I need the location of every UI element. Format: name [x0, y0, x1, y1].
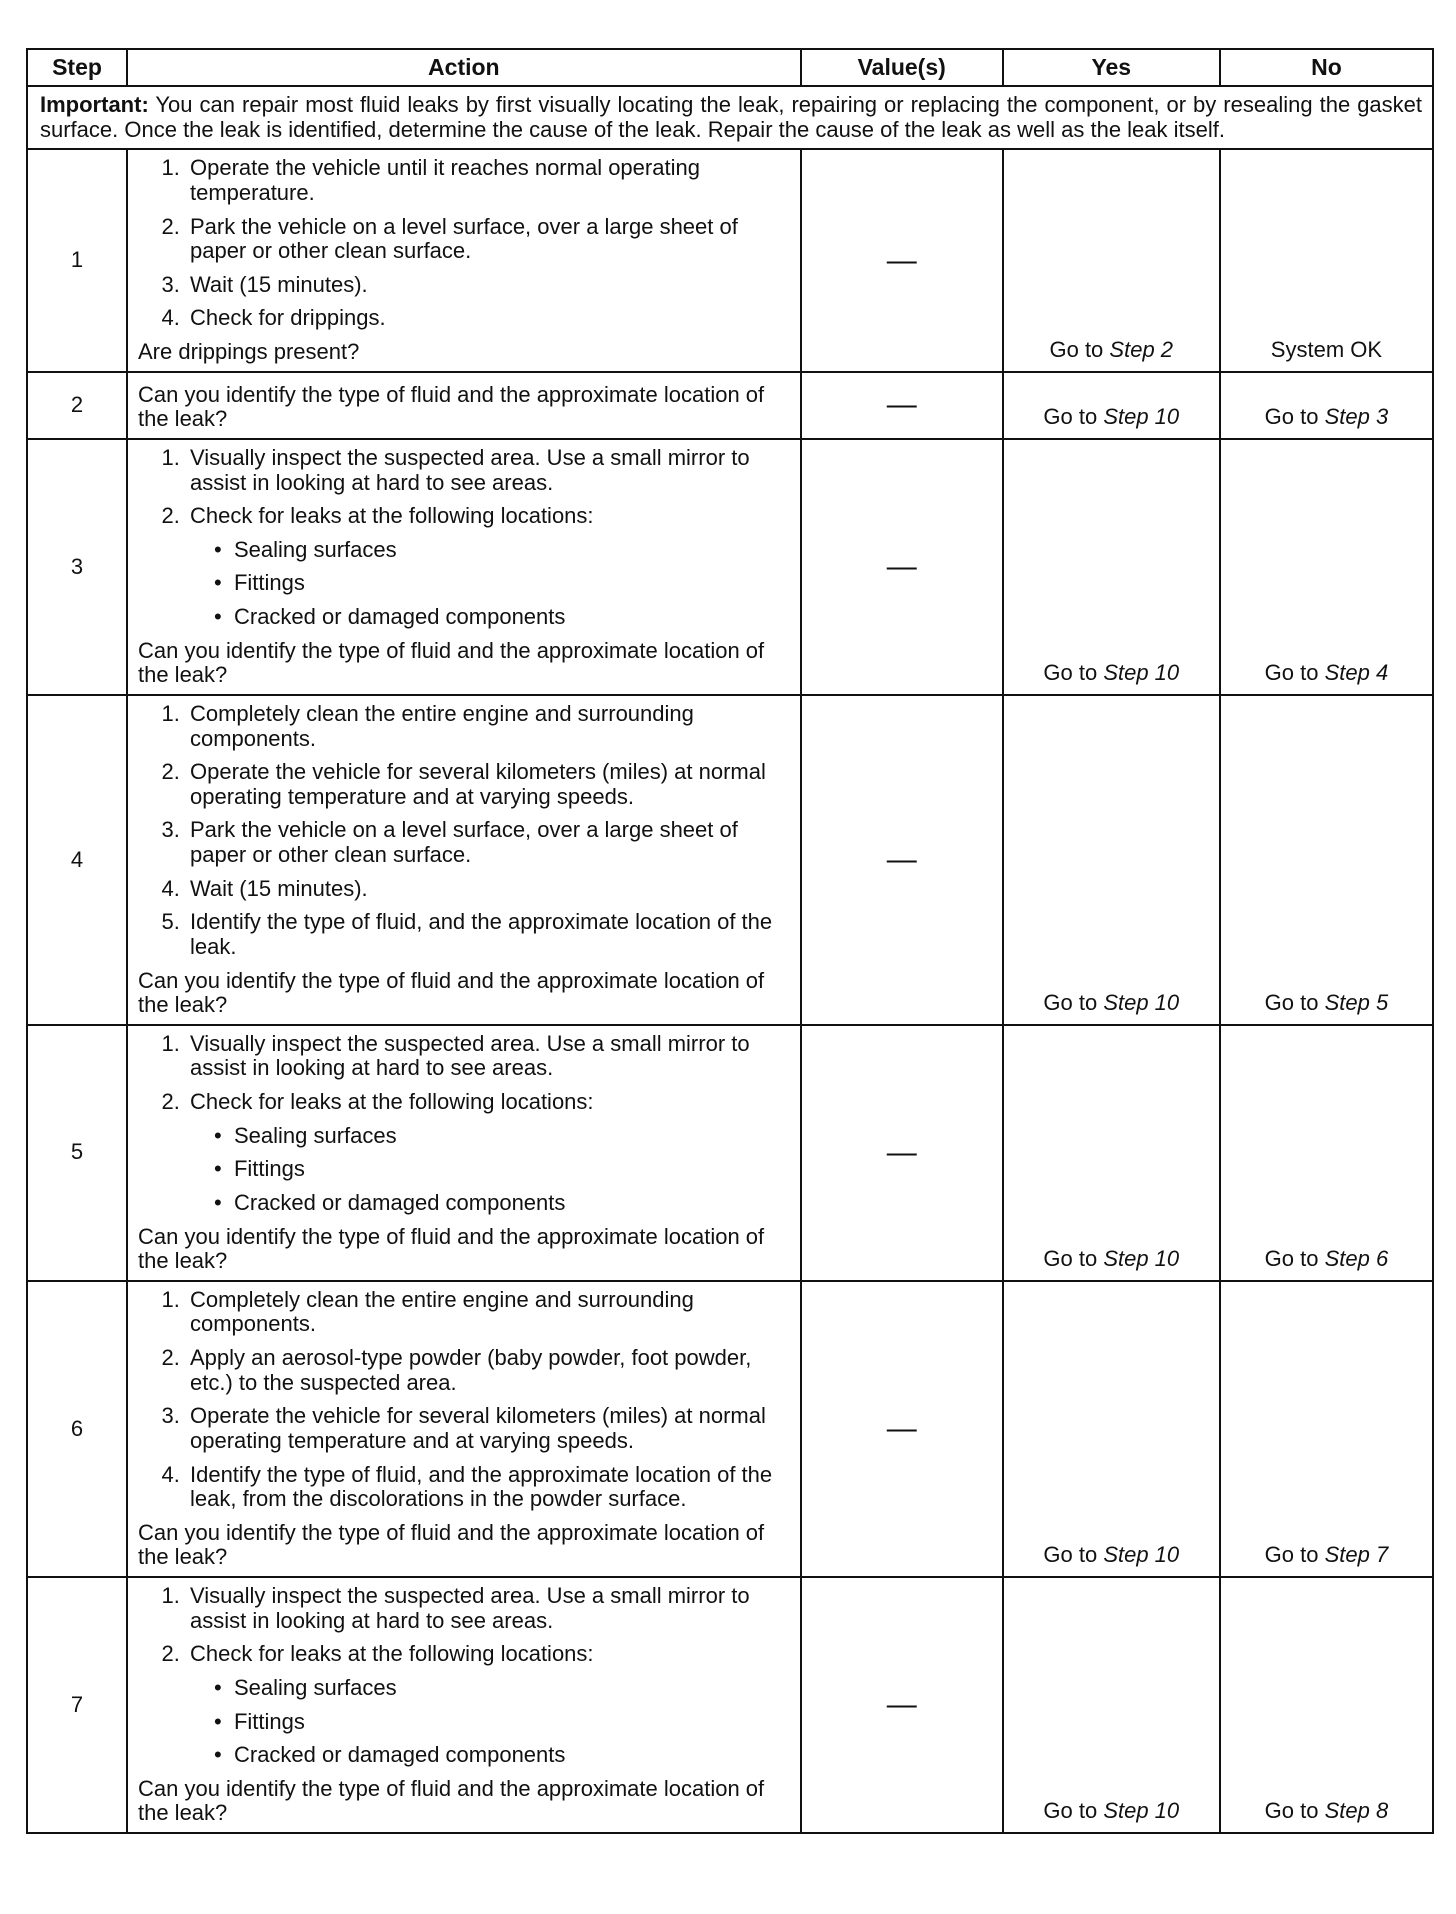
goto-step-ref: Step 10 — [1103, 660, 1180, 686]
action-step-text: Check for leaks at the following locations: — [189, 1641, 594, 1667]
action-step — [186, 1642, 790, 1768]
action-step-text: Operate the vehicle for several kilometers (miles) at normal operating temperature and at varying speeds. — [189, 759, 766, 809]
header-row — [27, 49, 1433, 86]
location-bullet: • Fittings — [234, 1710, 790, 1735]
value-cell: — — [801, 149, 1003, 371]
goto-step-ref: Step 8 — [1324, 1798, 1389, 1824]
goto-step-ref: Step 3 — [1324, 404, 1389, 430]
header-step: Step — [27, 49, 127, 86]
action-step-text: Wait (15 minutes). — [189, 271, 368, 297]
action-step — [186, 504, 790, 630]
action-steps-list — [138, 1288, 790, 1512]
action-step-text: Check for leaks at the following locations: — [189, 1089, 594, 1114]
action-step — [186, 1346, 790, 1395]
important-text: You can repair most fluid leaks by first visually locating the leak, repairing or replacing the component, or by resealing the gasket surface. Once the leak is identified, determine the cause of the leak. Repair the cause of the leak as well as the leak itself. — [40, 92, 1423, 142]
important-note — [27, 86, 1433, 149]
table-row — [27, 695, 1433, 1025]
no-cell — [1220, 1025, 1433, 1281]
action-step — [186, 1032, 790, 1081]
action-cell — [127, 1577, 801, 1833]
yes-cell — [1003, 1577, 1220, 1833]
location-bullet: • Cracked or damaged components — [234, 1743, 790, 1768]
header-values: Value(s) — [801, 49, 1003, 86]
location-bullet: • Sealing surfaces — [234, 1676, 790, 1701]
goto-step-ref: Step 10 — [1103, 1798, 1180, 1824]
goto-prefix: Go to — [1043, 404, 1098, 430]
goto-step-ref: Step 5 — [1324, 990, 1389, 1016]
action-steps-list — [138, 156, 790, 331]
action-step-text: Park the vehicle on a level surface, over a large sheet of paper or other clean surface. — [189, 817, 738, 867]
action-step — [186, 273, 790, 298]
action-step — [186, 702, 790, 751]
step-number: 7 — [27, 1577, 127, 1833]
action-question: Can you identify the type of fluid and the approximate location of the leak? — [137, 1775, 765, 1826]
action-question: Can you identify the type of fluid and the approximate location of the leak? — [137, 967, 765, 1018]
table-row — [27, 149, 1433, 371]
action-cell — [127, 1025, 801, 1281]
goto-prefix: Go to — [1264, 404, 1319, 430]
action-steps-list — [138, 446, 790, 630]
goto-step-ref: Step 10 — [1103, 990, 1180, 1016]
action-step — [186, 760, 790, 809]
step-number: 5 — [27, 1025, 127, 1281]
action-step-text: Park the vehicle on a level surface, over a large sheet of paper or other clean surface. — [189, 213, 738, 264]
action-step — [186, 877, 790, 902]
action-step — [186, 818, 790, 867]
no-cell — [1220, 149, 1433, 371]
yes-cell — [1003, 1025, 1220, 1281]
step-number: 2 — [27, 372, 127, 439]
action-step — [186, 1584, 790, 1633]
action-steps-list — [138, 702, 790, 960]
location-bullet-list — [190, 538, 790, 630]
goto-step-ref: Step 2 — [1109, 337, 1174, 362]
action-step-text: Completely clean the entire engine and surrounding components. — [189, 700, 694, 751]
action-question: Can you identify the type of fluid and the approximate location of the leak? — [137, 637, 765, 688]
goto-step-ref: Step 10 — [1103, 1246, 1180, 1272]
action-cell — [127, 1281, 801, 1577]
value-cell: — — [801, 1025, 1003, 1281]
action-step — [186, 1288, 790, 1337]
table-row — [27, 1577, 1433, 1833]
yes-cell — [1003, 1281, 1220, 1577]
result-text: System OK — [1270, 337, 1383, 362]
action-step-text: Completely clean the entire engine and surrounding components. — [189, 1286, 694, 1337]
no-cell — [1220, 1577, 1433, 1833]
action-steps-list — [138, 1584, 790, 1768]
step-number: 4 — [27, 695, 127, 1025]
step-number: 1 — [27, 149, 127, 371]
table-row — [27, 439, 1433, 695]
action-step-text: Operate the vehicle until it reaches normal operating temperature. — [189, 155, 700, 205]
action-step — [186, 910, 790, 959]
table-row — [27, 372, 1433, 439]
goto-step-ref: Step 7 — [1324, 1542, 1389, 1568]
location-bullet: • Cracked or damaged components — [234, 1191, 790, 1216]
location-bullet: • Fittings — [234, 571, 790, 596]
goto-prefix: Go to — [1043, 990, 1098, 1016]
location-bullet: • Sealing surfaces — [234, 1124, 790, 1149]
location-bullet: • Fittings — [234, 1157, 790, 1182]
goto-prefix: Go to — [1264, 660, 1319, 686]
action-step — [186, 446, 790, 495]
yes-cell — [1003, 372, 1220, 439]
action-step-text: Apply an aerosol-type powder (baby powder, foot powder, etc.) to the suspected area. — [189, 1345, 752, 1395]
action-step-text: Operate the vehicle for several kilometers (miles) at normal operating temperature and at varying speeds. — [189, 1403, 766, 1453]
action-step-text: Wait (15 minutes). — [189, 875, 368, 901]
location-bullet: • Sealing surfaces — [234, 538, 790, 563]
step-number: 3 — [27, 439, 127, 695]
action-step-text: Visually inspect the suspected area. Use a small mirror to assist in looking at hard to see areas. — [189, 1030, 750, 1081]
action-step — [186, 1463, 790, 1512]
action-cell — [127, 439, 801, 695]
no-cell — [1220, 372, 1433, 439]
no-cell — [1220, 695, 1433, 1025]
action-step-text: Identify the type of fluid, and the approximate location of the leak, from the discolorations in the powder surface. — [189, 1461, 773, 1512]
action-question: Can you identify the type of fluid and the approximate location of the leak? — [137, 1223, 765, 1274]
action-step-text: Visually inspect the suspected area. Use a small mirror to assist in looking at hard to see areas. — [189, 1583, 750, 1633]
goto-prefix: Go to — [1043, 1246, 1098, 1272]
value-cell: — — [801, 439, 1003, 695]
goto-prefix: Go to — [1043, 1798, 1098, 1824]
action-step — [186, 215, 790, 264]
goto-prefix: Go to — [1264, 990, 1319, 1016]
action-step — [186, 1404, 790, 1453]
value-cell: — — [801, 695, 1003, 1025]
yes-cell — [1003, 695, 1220, 1025]
action-step — [186, 156, 790, 205]
location-bullet-list — [190, 1676, 790, 1768]
goto-prefix: Go to — [1264, 1798, 1319, 1824]
yes-cell — [1003, 439, 1220, 695]
action-question: Can you identify the type of fluid and the approximate location of the leak? — [137, 1519, 765, 1570]
header-yes: Yes — [1003, 49, 1220, 86]
value-cell: — — [801, 1577, 1003, 1833]
action-step-text: Check for drippings. — [189, 305, 386, 331]
no-cell — [1220, 1281, 1433, 1577]
goto-prefix: Go to — [1043, 1542, 1098, 1568]
action-cell — [127, 372, 801, 439]
header-no: No — [1220, 49, 1433, 86]
goto-step-ref: Step 10 — [1103, 404, 1180, 430]
goto-step-ref: Step 6 — [1324, 1246, 1389, 1272]
action-step-text: Identify the type of fluid, and the approximate location of the leak. — [189, 909, 773, 959]
goto-prefix: Go to — [1049, 337, 1104, 362]
action-step-text: Visually inspect the suspected area. Use a small mirror to assist in looking at hard to see areas. — [189, 444, 750, 495]
action-question: Are drippings present? — [137, 339, 360, 364]
important-label: Important: — [40, 92, 149, 117]
goto-prefix: Go to — [1264, 1542, 1319, 1568]
action-question: Can you identify the type of fluid and the approximate location of the leak? — [137, 381, 765, 432]
value-cell: — — [801, 372, 1003, 439]
yes-cell — [1003, 149, 1220, 371]
step-number: 6 — [27, 1281, 127, 1577]
action-step-text: Check for leaks at the following locations: — [189, 503, 594, 529]
action-steps-list — [138, 1032, 790, 1216]
goto-step-ref: Step 10 — [1103, 1542, 1180, 1568]
important-row — [27, 86, 1433, 149]
location-bullet: • Cracked or damaged components — [234, 605, 790, 630]
table-row — [27, 1025, 1433, 1281]
value-cell: — — [801, 1281, 1003, 1577]
location-bullet-list — [190, 1124, 790, 1216]
goto-prefix: Go to — [1264, 1246, 1319, 1272]
action-step — [186, 306, 790, 331]
table-row — [27, 1281, 1433, 1577]
goto-prefix: Go to — [1043, 660, 1098, 686]
goto-step-ref: Step 4 — [1324, 660, 1389, 686]
header-action: Action — [127, 49, 801, 86]
action-cell — [127, 149, 801, 371]
action-cell — [127, 695, 801, 1025]
diagnostic-table — [26, 48, 1434, 1834]
no-cell — [1220, 439, 1433, 695]
table-body — [27, 86, 1433, 1833]
action-step — [186, 1090, 790, 1216]
